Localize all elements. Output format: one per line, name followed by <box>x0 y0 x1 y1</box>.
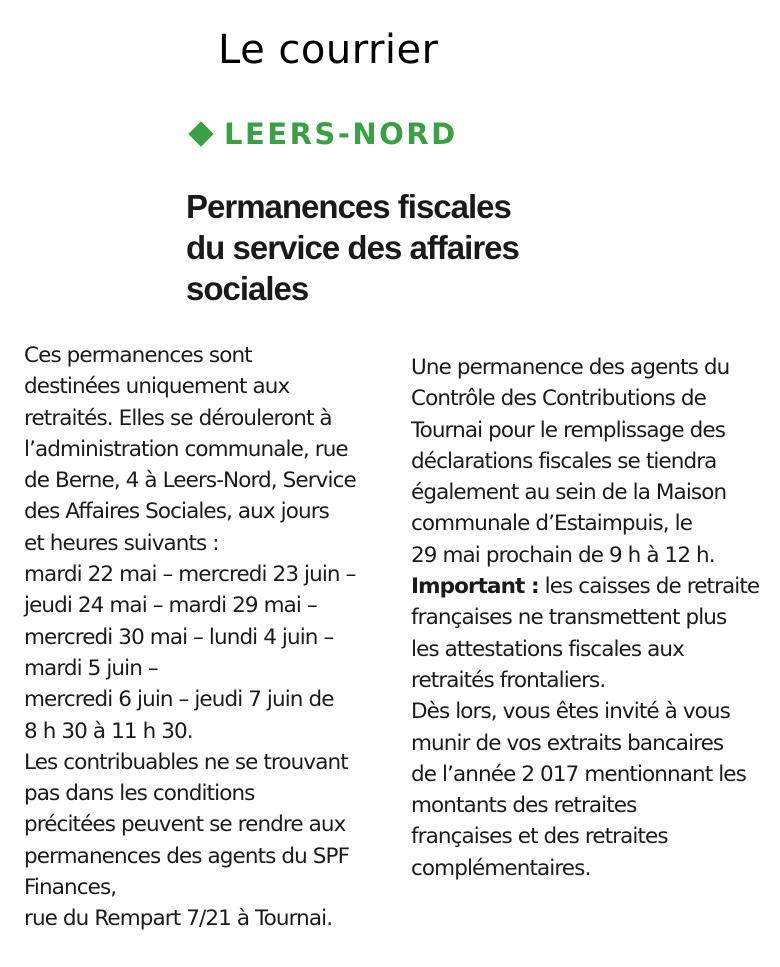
body-line: les attestations fiscales aux <box>411 636 684 662</box>
headline-line: du service des affaires <box>186 229 519 266</box>
article-column-right <box>411 352 767 884</box>
body-line: Dès lors, vous êtes invité à vous <box>411 699 730 725</box>
schedule-line: 8 h 30 à 11 h 30. <box>24 718 193 744</box>
publication-name: Le courrier <box>218 27 439 73</box>
body-line: montants des retraites <box>411 793 637 819</box>
body-line: pas dans les conditions <box>24 781 255 807</box>
diamond-icon <box>188 121 213 146</box>
body-line: et heures suivants : <box>24 530 219 556</box>
body-line: précitées peuvent se rendre aux <box>24 812 346 838</box>
section-name: LEERS-NORD <box>224 117 458 151</box>
body-line: françaises et des retraites <box>411 824 668 850</box>
headline-line: sociales <box>186 270 309 307</box>
body-line: Une permanence des agents du <box>411 355 730 380</box>
schedule-line: mardi 5 juin – <box>24 655 158 681</box>
important-line <box>411 571 767 602</box>
schedule-line: mardi 22 mai – mercredi 23 juin – <box>24 562 356 588</box>
body-line: de l’année 2 017 mentionnant les <box>411 761 746 787</box>
headline-line: Permanences fiscales <box>186 188 511 225</box>
body-line: complémentaires. <box>411 855 591 881</box>
article-column-left <box>24 340 396 935</box>
body-line: rue du Rempart 7/21 à Tournai. <box>24 906 333 932</box>
body-line: françaises ne transmettent plus <box>411 605 727 631</box>
important-label: Important : <box>411 574 539 600</box>
body-line: Les contribuables ne se trouvant <box>24 749 348 775</box>
schedule-line: mercredi 6 juin – jeudi 7 juin de <box>24 687 334 713</box>
body-line: Ces permanences sont <box>24 343 252 368</box>
body-line: permanences des agents du SPF <box>24 843 350 869</box>
body-line: Tournai pour le remplissage des <box>411 417 726 443</box>
body-line: déclarations fiscales se tiendra <box>411 448 717 474</box>
body-line: de Berne, 4 à Leers-Nord, Service <box>24 468 356 494</box>
schedule-line: jeudi 24 mai – mardi 29 mai – <box>24 593 317 619</box>
body-line: 29 mai prochain de 9 h à 12 h. <box>411 542 715 568</box>
body-line: des Affaires Sociales, aux jours <box>24 499 329 525</box>
schedule-line: mercredi 30 mai – lundi 4 juin – <box>24 624 334 650</box>
important-text: les caisses de retraite <box>538 574 760 600</box>
body-line: l’administration communale, rue <box>24 436 348 462</box>
section-tag <box>188 112 458 156</box>
body-line: retraités. Elles se dérouleront à <box>24 405 332 431</box>
body-line: retraités frontaliers. <box>411 667 606 693</box>
body-line: également au sein de la Maison <box>411 480 727 506</box>
body-line: destinées uniquement aux <box>24 374 290 400</box>
body-line: Finances, <box>24 875 117 901</box>
body-line: Contrôle des Contributions de <box>411 386 706 412</box>
body-line: communale d’Estaimpuis, le <box>411 511 693 537</box>
body-line: munir de vos extraits bancaires <box>411 730 724 756</box>
article-headline <box>186 186 586 309</box>
